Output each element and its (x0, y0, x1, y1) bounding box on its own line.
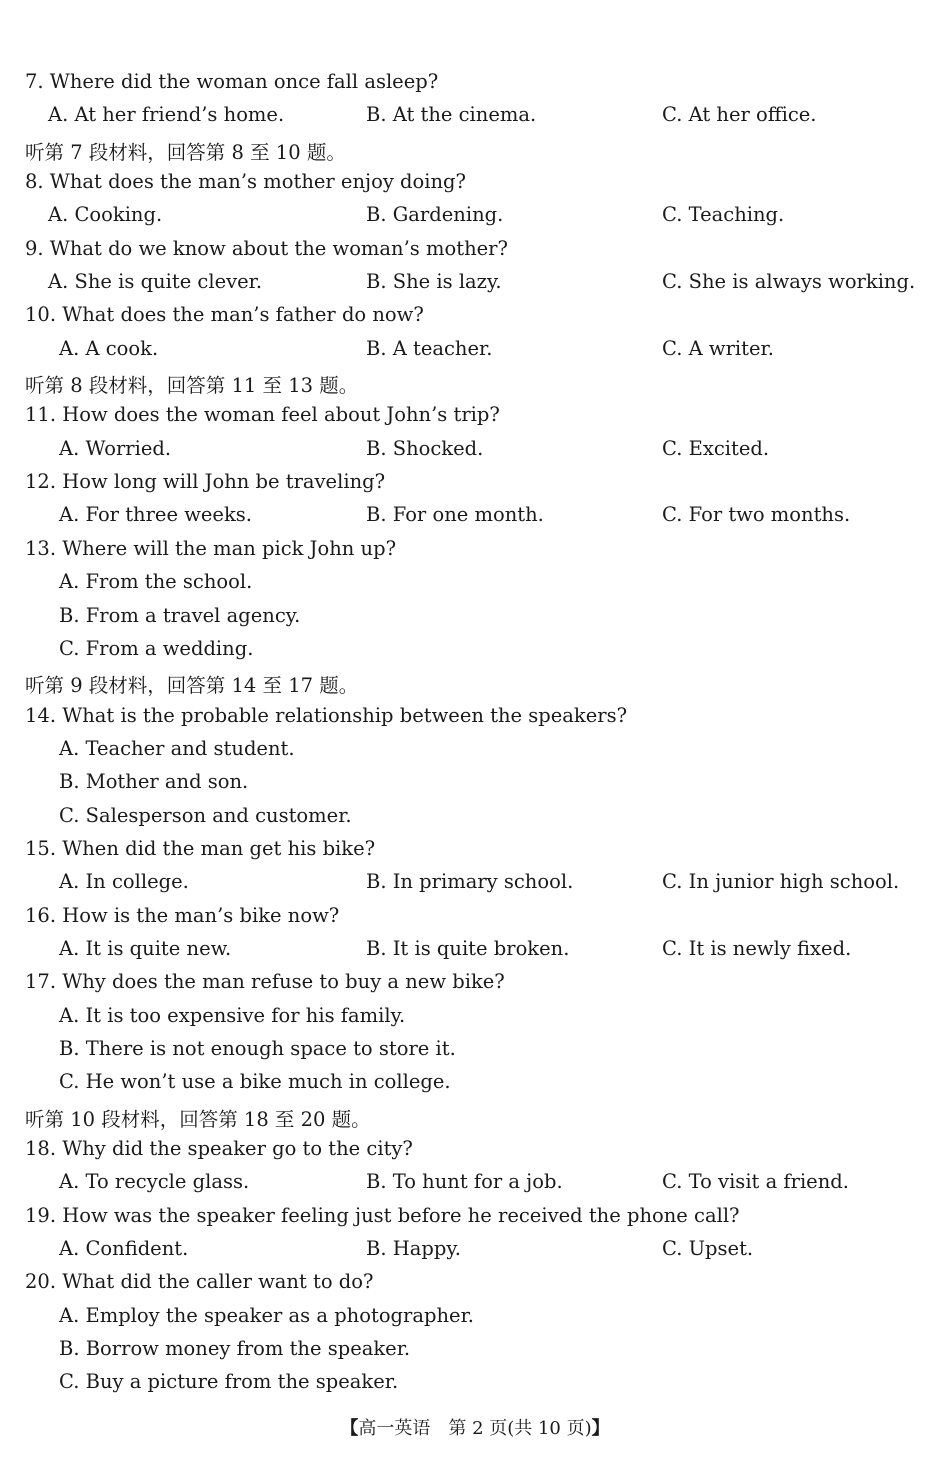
options-15 (0, 870, 950, 903)
option-a: A. She is quite clever. (48, 270, 263, 293)
question-text: 7. Where did the woman once fall asleep? (25, 70, 439, 93)
question-text: 19. How was the speaker feeling just before he received the phone call? (25, 1204, 740, 1227)
section-header-7: 听第 7 段材料，回答第 8 至 10 题。 (25, 141, 346, 164)
option-a: A. Worried. (59, 437, 172, 460)
option-c: C. A writer. (662, 337, 774, 360)
option-b: B. To hunt for a job. (366, 1170, 563, 1193)
question-8 (0, 170, 950, 203)
options-11 (0, 437, 950, 470)
question-19 (0, 1204, 950, 1237)
question-text: 11. How does the woman feel about John’s trip? (25, 403, 500, 426)
option-c: C. For two months. (662, 503, 851, 526)
option-a: A. Teacher and student. (59, 737, 295, 760)
option-a: A. For three weeks. (59, 503, 252, 526)
option-b: B. It is quite broken. (366, 937, 570, 960)
footer-bracket-close: 】 (591, 1418, 610, 1439)
question-14 (0, 704, 950, 737)
question-13 (0, 537, 950, 570)
option-b: B. Gardening. (366, 203, 504, 226)
question-text: 15. When did the man get his bike? (25, 837, 376, 860)
option-a: A. In college. (59, 870, 189, 893)
question-7 (0, 70, 950, 103)
section-header-10: 听第 10 段材料，回答第 18 至 20 题。 (25, 1108, 371, 1131)
option-14-a (0, 737, 950, 770)
footer-text: 高一英语 第 2 页(共 10 页) (358, 1418, 592, 1439)
question-text: 17. Why does the man refuse to buy a new bike? (25, 970, 505, 993)
option-14-b (0, 770, 950, 803)
option-a: A. From the school. (59, 570, 253, 593)
option-13-b (0, 604, 950, 637)
question-12 (0, 470, 950, 503)
question-text: 20. What did the caller want to do? (25, 1270, 374, 1293)
option-c: C. In junior high school. (662, 870, 900, 893)
options-12 (0, 503, 950, 536)
option-a: A. Cooking. (48, 203, 163, 226)
option-b: B. She is lazy. (366, 270, 502, 293)
option-b: B. At the cinema. (366, 103, 537, 126)
options-19 (0, 1237, 950, 1270)
option-c: C. Salesperson and customer. (59, 804, 352, 827)
question-20 (0, 1270, 950, 1303)
option-b: B. Borrow money from the speaker. (59, 1337, 411, 1360)
question-text: 13. Where will the man pick John up? (25, 537, 397, 560)
option-17-a (0, 1004, 950, 1037)
option-c: C. To visit a friend. (662, 1170, 849, 1193)
option-a: A. A cook. (59, 337, 159, 360)
question-11 (0, 403, 950, 436)
section-header-9: 听第 9 段材料，回答第 14 至 17 题。 (25, 674, 359, 697)
option-a: A. It is too expensive for his family. (59, 1004, 406, 1027)
option-c: C. Upset. (662, 1237, 754, 1260)
option-17-c (0, 1070, 950, 1103)
option-a: A. Employ the speaker as a photographer. (59, 1304, 474, 1327)
options-18 (0, 1170, 950, 1203)
option-b: B. There is not enough space to store it. (59, 1037, 456, 1060)
question-text: 9. What do we know about the woman’s mother? (25, 237, 508, 260)
option-a: A. To recycle glass. (59, 1170, 250, 1193)
option-c: C. He won’t use a bike much in college. (59, 1070, 451, 1093)
option-b: B. For one month. (366, 503, 544, 526)
question-15 (0, 837, 950, 870)
options-16 (0, 937, 950, 970)
option-c: C. It is newly fixed. (662, 937, 852, 960)
question-16 (0, 904, 950, 937)
section-header-8: 听第 8 段材料，回答第 11 至 13 题。 (25, 374, 359, 397)
question-10 (0, 303, 950, 336)
option-b: B. Happy. (366, 1237, 461, 1260)
question-17 (0, 970, 950, 1003)
question-text: 14. What is the probable relationship between the speakers? (25, 704, 628, 727)
page-footer (0, 1414, 950, 1440)
option-b: B. Shocked. (366, 437, 484, 460)
option-14-c (0, 804, 950, 837)
option-a: A. Confident. (59, 1237, 189, 1260)
option-b: B. Mother and son. (59, 770, 249, 793)
option-b: B. From a travel agency. (59, 604, 301, 627)
question-text: 8. What does the man’s mother enjoy doing? (25, 170, 466, 193)
options-10 (0, 337, 950, 370)
option-c: C. Buy a picture from the speaker. (59, 1370, 399, 1393)
option-13-a (0, 570, 950, 603)
options-7 (0, 103, 950, 136)
option-17-b (0, 1037, 950, 1070)
question-9 (0, 237, 950, 270)
option-a: A. At her friend’s home. (48, 103, 285, 126)
option-b: B. In primary school. (366, 870, 574, 893)
option-20-a (0, 1304, 950, 1337)
option-a: A. It is quite new. (59, 937, 232, 960)
option-c: C. From a wedding. (59, 637, 254, 660)
option-c: C. Excited. (662, 437, 770, 460)
question-text: 16. How is the man’s bike now? (25, 904, 340, 927)
option-13-c (0, 637, 950, 670)
question-text: 18. Why did the speaker go to the city? (25, 1137, 413, 1160)
question-text: 10. What does the man’s father do now? (25, 303, 424, 326)
options-8 (0, 203, 950, 236)
options-9 (0, 270, 950, 303)
footer-bracket-open: 【 (340, 1418, 359, 1439)
option-c: C. She is always working. (662, 270, 916, 293)
option-c: C. Teaching. (662, 203, 785, 226)
option-20-b (0, 1337, 950, 1370)
option-c: C. At her office. (662, 103, 817, 126)
question-18 (0, 1137, 950, 1170)
question-text: 12. How long will John be traveling? (25, 470, 386, 493)
option-20-c (0, 1370, 950, 1403)
option-b: B. A teacher. (366, 337, 493, 360)
